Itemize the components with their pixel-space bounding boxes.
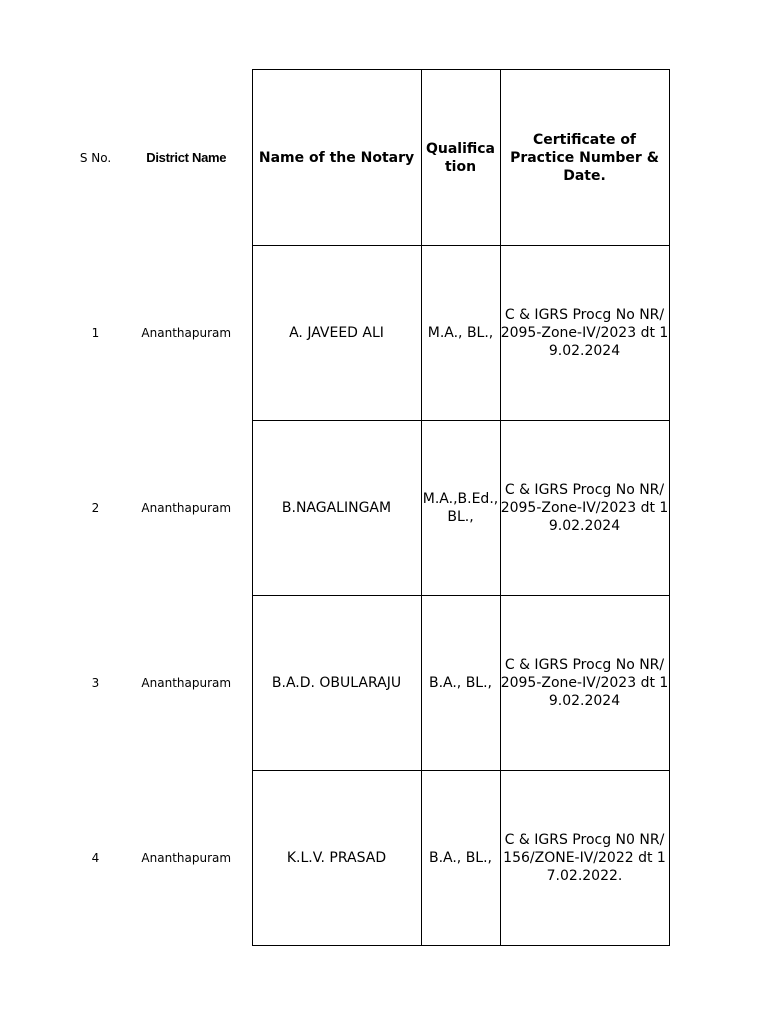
- header-qualification: Qualifica tion: [421, 70, 500, 246]
- cell-s-no: 1: [91, 326, 100, 340]
- cell-s-no: 3: [91, 676, 100, 690]
- header-s-no: S No.: [79, 150, 112, 165]
- cell-notary-name: K.L.V. PRASAD: [252, 771, 421, 946]
- table-row: [70, 246, 669, 421]
- table-row: [70, 771, 669, 946]
- cell-certificate: C & IGRS Procg No NR/2095-Zone-IV/2023 dt 19.02.2024: [500, 246, 669, 421]
- cell-district: Ananthapuram: [141, 501, 232, 515]
- cell-certificate: C & IGRS Procg No NR/2095-Zone-IV/2023 dt 19.02.2024: [500, 596, 669, 771]
- cell-notary-name: B.NAGALINGAM: [252, 421, 421, 596]
- cell-certificate: C & IGRS Procg N0 NR/156/ZONE-IV/2022 dt 17.02.2022.: [500, 771, 669, 946]
- cell-district: Ananthapuram: [141, 676, 232, 690]
- table-row: [70, 421, 669, 596]
- notary-table: [70, 69, 670, 946]
- cell-qualification: M.A.,B.Ed., BL.,: [421, 421, 500, 596]
- header-district-name: District Name: [146, 150, 227, 165]
- cell-qualification: M.A., BL.,: [421, 246, 500, 421]
- cell-qualification: B.A., BL.,: [421, 771, 500, 946]
- table-header-row: [70, 70, 669, 246]
- cell-notary-name: B.A.D. OBULARAJU: [252, 596, 421, 771]
- cell-certificate: C & IGRS Procg No NR/2095-Zone-IV/2023 dt 19.02.2024: [500, 421, 669, 596]
- cell-district: Ananthapuram: [141, 326, 232, 340]
- header-notary-name: Name of the Notary: [252, 70, 421, 246]
- cell-s-no: 4: [91, 851, 100, 865]
- cell-qualification: B.A., BL.,: [421, 596, 500, 771]
- cell-notary-name: A. JAVEED ALI: [252, 246, 421, 421]
- table-row: [70, 596, 669, 771]
- header-certificate: Certificate of Practice Number & Date.: [500, 70, 669, 246]
- cell-district: Ananthapuram: [141, 851, 232, 865]
- cell-s-no: 2: [91, 501, 100, 515]
